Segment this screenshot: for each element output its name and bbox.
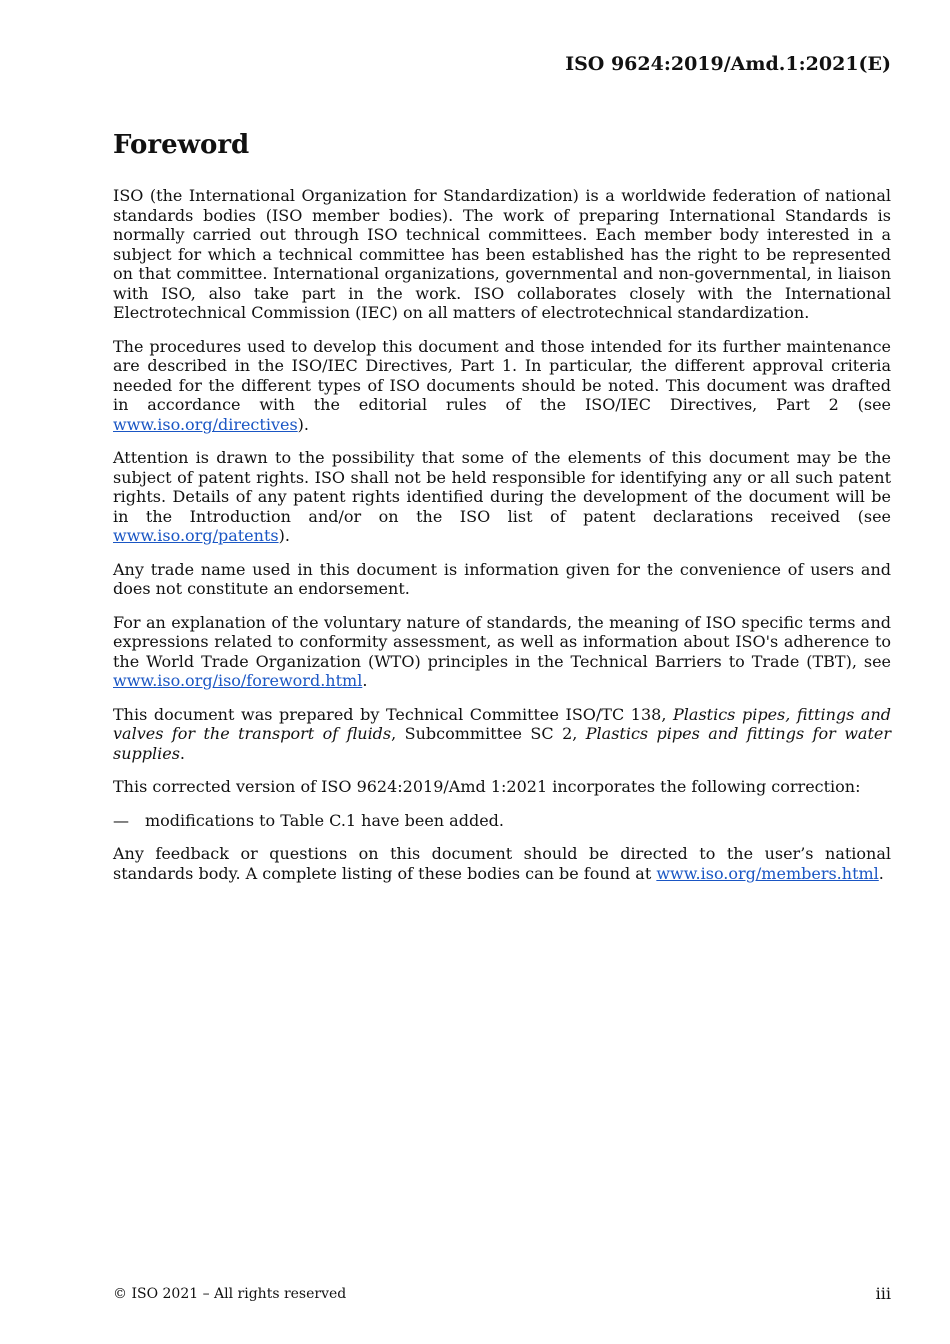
paragraph-corrected-version: This corrected version of ISO 9624:2019/Amd 1:2021 incorporates the following correction: — [113, 777, 861, 796]
paragraph-patents — [113, 448, 891, 546]
members-link[interactable]: www.iso.org/members.html — [656, 863, 879, 883]
foreword-body — [113, 186, 891, 897]
paragraph-end: . — [362, 671, 368, 690]
page-number: iii — [875, 1284, 891, 1303]
copyright-notice: © ISO 2021 – All rights reserved — [113, 1286, 347, 1302]
paragraph-text: The procedures used to develop this document and those intended for its further maintenance are described in the ISO/IEC Directives, Part 1. In particular, the different approval criteria needed for the different types of ISO documents should be noted. This document was drafted in accordance with the editorial rules of the ISO/IEC Directives, Part 2 (see — [113, 336, 891, 414]
foreword-link[interactable]: www.iso.org/iso/foreword.html — [113, 671, 363, 690]
committee-title: Plastics pipes, fittings and valves for the transport of fluids — [113, 704, 892, 743]
paragraph-procedures — [113, 337, 891, 435]
paragraph-end: . — [878, 863, 884, 883]
patents-link[interactable]: www.iso.org/patents — [113, 526, 279, 545]
paragraph-feedback — [113, 844, 891, 883]
list-item-text: modifications to Table C.1 have been added. — [145, 810, 504, 830]
paragraph-text: For an explanation of the voluntary nature of standards, the meaning of ISO specific terms and expressions related to conformity assessment, as well as information about ISO's adherence to the World Trade Organization (WTO) principles in the Technical Barriers to Trade (TBT), see — [113, 612, 891, 671]
paragraph-iso-intro: ISO (the International Organization for Standardization) is a worldwide federation of national standards bodies (ISO member bodies). The work of preparing International Standards is normally carried out through ISO technical committees. Each member body interested in a subject for which a technical committee has been established has the right to be represented on that committee. International organizations, governmental and non-governmental, in liaison with ISO, also take part in the work. ISO collaborates closely with the International Electrotechnical Commission (IEC) on all matters of electrotechnical standardization. — [113, 186, 891, 322]
paragraph-end: ). — [278, 526, 290, 545]
paragraph-end: . — [179, 743, 186, 763]
paragraph-committee — [113, 705, 891, 764]
list-item — [113, 811, 891, 831]
paragraph-text: This document was prepared by Technical Committee ISO/TC 138, — [113, 704, 674, 724]
paragraph-text: Attention is drawn to the possibility that some of the elements of this document may be the subject of patent rights. ISO shall not be held responsible for identifying any or all such patent rights. Details of any patent rights identified during the development of the document will be in the Introduction and/or on the ISO list of patent declarations received (see — [113, 448, 891, 526]
paragraph-text: Any feedback or questions on this document should be directed to the user’s national standards body. A complete listing of these bodies can be found at — [113, 844, 891, 883]
paragraph-end: ). — [297, 414, 309, 434]
page-title: Foreword — [113, 130, 250, 160]
paragraph-voluntary-nature — [113, 613, 891, 691]
document-reference: ISO 9624:2019/Amd.1:2021(E) — [565, 53, 891, 75]
paragraph-text: , Subcommittee SC 2, — [391, 724, 586, 743]
list-dash: — — [113, 810, 129, 830]
paragraph-trade-name: Any trade name used in this document is information given for the convenience of users and does not constitute an endorsement. — [113, 559, 891, 598]
directives-link[interactable]: www.iso.org/directives — [113, 414, 298, 434]
subcommittee-title: Plastics pipes and fittings for water supplies — [113, 724, 892, 763]
